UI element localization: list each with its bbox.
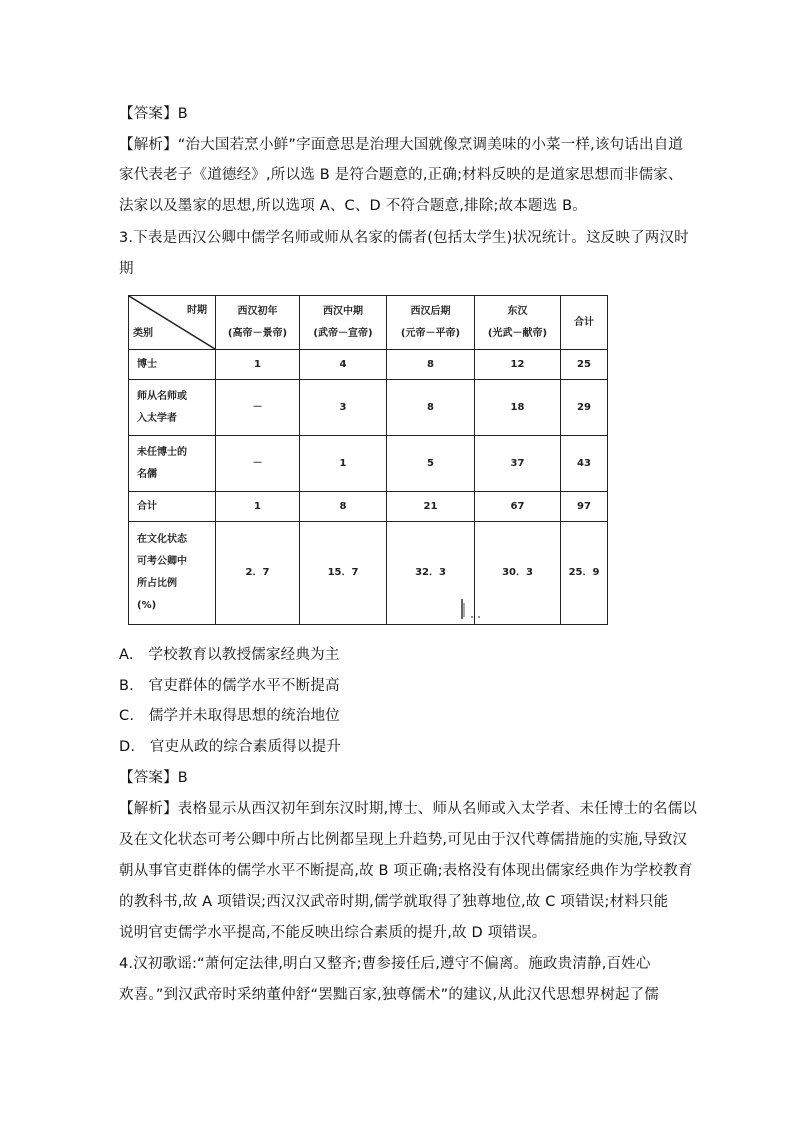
column-header: 西汉后期 (元帝－平帝) (387, 296, 475, 350)
option-d: D. 官吏从政的综合素质得以提升 (119, 739, 341, 755)
statistics-table (128, 295, 608, 625)
answer-label-1: 【答案】B (119, 106, 188, 122)
table-row: 博士 1 4 8 12 25 (129, 350, 608, 380)
table-corner-cell (129, 296, 216, 350)
column-header: 西汉中期 (武帝－宣帝) (300, 296, 387, 350)
table-header-row (129, 296, 608, 350)
scan-artifact-mark (458, 597, 484, 621)
analysis-1-line-3: 法家以及墨家的思想,所以选项 A、C、D 不符合题意,排除;故本题选 B。 (119, 198, 587, 214)
table-row: 在文化状态 可考公卿中 所占比例 (%) 2．7 15．7 32．3 30．3 25．9 (129, 522, 608, 625)
analysis-2-line-5: 说明官吏儒学水平提高,不能反映出综合素质的提升,故 D 项错误。 (119, 925, 547, 941)
answer-label-2: 【答案】B (119, 770, 188, 786)
question-4-line-1: 4.汉初歌谣:“萧何定法律,明白又整齐;曹参接任后,遵守不偏离。施政贵清静,百姓心 (119, 956, 651, 972)
table-row: 师从名师或 入太学者 － 3 8 18 29 (129, 380, 608, 436)
analysis-1-line-1: 【解析】“治大国若烹小鲜”字面意思是治理大国就像烹调美味的小菜一样,该句话出自道 (119, 137, 684, 153)
option-a: A. 学校教育以教授儒家经典为主 (119, 647, 340, 663)
option-b: B. 官吏群体的儒学水平不断提高 (119, 678, 340, 694)
analysis-2-line-4: 的教科书,故 A 项错误;西汉汉武帝时期,儒学就取得了独尊地位,故 C 项错误;材料只能 (119, 894, 669, 910)
question-3-line-2: 期 (119, 261, 134, 277)
column-header: 西汉初年 (高帝－景帝) (216, 296, 300, 350)
column-header: 东汉 (光武－献帝) (475, 296, 561, 350)
question-3-line-1: 3.下表是西汉公卿中儒学名师或师从名家的儒者(包括太学生)状况统计。这反映了两汉时 (119, 230, 689, 246)
corner-label-category: 类别 (133, 328, 153, 339)
question-4-line-2: 欢喜。”到汉武帝时采纳董仲舒“罢黜百家,独尊儒术”的建议,从此汉代思想界树起了儒 (119, 987, 660, 1003)
option-c: C. 儒学并未取得思想的统治地位 (119, 708, 340, 724)
table-row: 合计 1 8 21 67 97 (129, 492, 608, 522)
table-row: 未任博士的 名儒 － 1 5 37 43 (129, 436, 608, 492)
analysis-2-line-2: 及在文化状态可考公卿中所占比例都呈现上升趋势,可见由于汉代尊儒措施的实施,导致汉 (119, 832, 688, 848)
analysis-1-line-2: 家代表老子《道德经》,所以选 B 是符合题意的,正确;材料反映的是道家思想而非儒家、 (119, 167, 683, 183)
corner-label-period: 时期 (187, 305, 207, 316)
analysis-2-line-3: 朝从事官吏群体的儒学水平不断提高,故 B 项正确;表格没有体现出儒家经典作为学校教育 (119, 863, 693, 879)
total-header: 合计 (561, 296, 608, 350)
analysis-2-line-1: 【解析】表格显示从西汉初年到东汉时期,博士、师从名师或入太学者、未任博士的名儒以 (119, 801, 698, 817)
